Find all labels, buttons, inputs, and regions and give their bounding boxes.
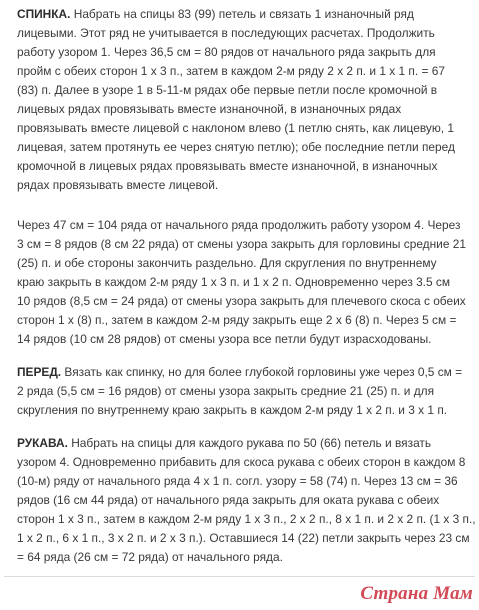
- text-line: узором 4. Одновременно прибавить для скоса рукава с обеих сторон в каждом 8: [17, 455, 466, 469]
- text-line: [17, 363, 465, 382]
- section-back-continued: [17, 216, 465, 349]
- text-line: лицевая, затем протянуть ее через снятую петлю); обе последние петли перед: [17, 140, 455, 154]
- text-line: (25) п. и обе стороны закончить раздельно. Для скругления по внутреннему: [17, 256, 437, 270]
- site-watermark: Страна Мам: [360, 583, 473, 604]
- section-heading: РУКАВА.: [17, 436, 68, 450]
- text-line: (10-м) ряду от начального ряда 4 х 1 п. согл. узору = 58 (74) п. Через 13 см = 36: [17, 474, 458, 488]
- text-line: 3 см = 8 рядов (8 см 22 ряда) от смены узора закрыть для горловины средние 21: [17, 237, 466, 251]
- text-line: 2 ряда (5,5 см = 16 рядов) от смены узора закрыть средние 21 (25) п. и для: [17, 384, 435, 398]
- text-line: пройм с обеих сторон 1 х 3 п., затем в каждом 2-м ряду 2 х 2 п. и 1 х 1 п. = 67: [17, 64, 445, 78]
- text-line-content: Набрать на спицы 83 (99) петель и связать 1 изнаночный ряд: [70, 7, 414, 21]
- text-line: Через 47 см = 104 ряда от начального ряда продолжить работу узором 4. Через: [17, 218, 461, 232]
- text-line: 1 х 2 п., 6 х 1 п., 3 х 2 п. и 2 х 3 п.). Оставшиеся 14 (22) петли закрыть через 23 см: [17, 531, 470, 545]
- text-line: работу узором 1. Через 36,5 см = 80 рядов от начального ряда закрыть для: [17, 45, 436, 59]
- text-line: рядах провязывать вместе лицевой.: [17, 178, 219, 192]
- text-line: 10 рядов (8,5 см = 24 ряда) от смены узора закрыть для плечевого скоса с обеих: [17, 294, 466, 308]
- section-front: [17, 363, 465, 420]
- text-line: провязывать вместе лицевой с наклоном влево (1 петлю снять, как лицевую, 1: [17, 121, 454, 135]
- section-heading: СПИНКА.: [17, 7, 71, 21]
- text-line: = 64 ряда (26 см = 72 ряда) от начального ряда.: [17, 550, 283, 564]
- section-heading: ПЕРЕД.: [17, 365, 62, 379]
- bottom-divider: [4, 576, 475, 577]
- text-line-content: Вязать как спинку, но для более глубокой горловины уже через 0,5 см =: [61, 365, 463, 379]
- text-line: сторон 1 х (8) п., затем в каждом 2-м ряду закрыть еще 2 х 6 (8) п. Через 5 см =: [17, 313, 457, 327]
- text-line: лицевыми. Этот ряд не учитывается в последующих расчетах. Продолжить: [17, 26, 435, 40]
- text-line-content: Набрать на спицы для каждого рукава по 50 (66) петель и вязать: [67, 436, 432, 450]
- text-line: кромочной в лицевых рядах провязывать вместе изнаночной, в изнаночных: [17, 159, 438, 173]
- section-back: [17, 5, 465, 195]
- text-line: скругления по внутреннему краю закрыть в каждом 2-м ряду 1 х 2 п. и 3 х 1 п.: [17, 403, 448, 417]
- text-line: краю закрыть в каждом 2-м ряду 1 х 3 п. и 1 х 2 п. Одновременно через 3.5 см: [17, 275, 451, 289]
- text-line: сторон 1 х 3 п., затем в каждом 2-м ряду 1 х 3 п., 2 х 2 п., 8 х 1 п. и 2 х 2 п. (1 х 3 п.,: [17, 512, 476, 526]
- text-line: 14 рядов (10 см 28 рядов) от смены узора все петли будут израсходованы.: [17, 332, 432, 346]
- text-line: [17, 434, 465, 453]
- text-line: лицевых рядах провязывать вместе изнаночной, в изнаночных рядах: [17, 102, 402, 116]
- text-line: (83) п. Далее в узоре 1 в 5-11-м рядах обе первые петли после кромочной в: [17, 83, 438, 97]
- text-line: рядов (16 см 44 ряда) от начального ряда закрыть для оката рукава с обеих: [17, 493, 440, 507]
- text-line: [17, 5, 465, 24]
- section-sleeves: [17, 434, 476, 567]
